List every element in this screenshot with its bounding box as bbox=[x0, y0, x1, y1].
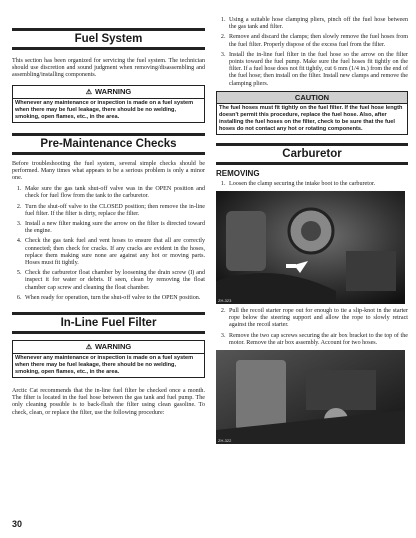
list-item: 2. Remove and discard the clamps; then slowly remove the fuel hoses from the fuel filter. Properly dispose of the excess fuel from the filter. bbox=[227, 34, 408, 48]
engine-photo-illustration bbox=[216, 191, 405, 304]
list-item: 3. Remove the two cap screws securing the air box bracket to the top of the motor. Remove the air box assembly. Account for two hoses. bbox=[227, 333, 408, 347]
fuel-filter-text: Arctic Cat recommends that the in-line fuel filter be checked once a month. The filter is located in the fuel hose between the gas tank and fuel pump. The only cleaning possible is to back-flush the filter using clean gasoline. To check, clean, or replace the filter, use the following procedure: bbox=[12, 388, 205, 416]
removing-subheading: REMOVING bbox=[216, 168, 260, 178]
warning-box-2 bbox=[12, 340, 205, 378]
list-item: 1. Make sure the gas tank shut-off valve was in the OPEN position and check for fuel flow from the tank to the carburetor. bbox=[23, 186, 205, 200]
pre-maintenance-steps bbox=[12, 186, 205, 302]
list-item: 3. Install the in-line fuel filter in the fuel hose so the arrow on the filter points toward the fuel pump. Make sure the fuel hoses fit tightly on the filter. If a fuel hose does not fit tightly, cut 6 mm (1/4 in.) from the end of the fuel hose; then install on the filter. Install new clamps and remove the clamping pliers. bbox=[227, 52, 408, 88]
warning-label: WARNING bbox=[95, 86, 132, 96]
warning-triangle-icon: ⚠ bbox=[85, 344, 93, 352]
caution-label: CAUTION bbox=[217, 92, 407, 104]
caution-box bbox=[216, 91, 408, 135]
fuel-system-heading: Fuel System bbox=[12, 28, 205, 50]
list-item: 2. Turn the shut-off valve to the CLOSED position; then remove the in-line fuel filter. If the filter is dirty, replace the filter. bbox=[23, 204, 205, 218]
list-item: 4. Check the gas tank fuel and vent hoses to ensure that all are correctly connected; then check for cracks. If any cracks are evident in the hoses, replace them making sure none are against any hot or moving parts. Hoses must fit tightly. bbox=[23, 238, 205, 267]
left-column bbox=[12, 0, 205, 417]
list-item: 6. When ready for operation, turn the shut-off valve to the OPEN position. bbox=[23, 295, 205, 302]
carburetor-heading: Carburetor bbox=[216, 143, 408, 165]
engine-photo-illustration-2 bbox=[216, 350, 405, 444]
fuel-filter-steps bbox=[216, 17, 408, 88]
list-item: 2. Pull the recoil starter rope out for enough to tie a slip-knot in the starter rope below the steering support and allow the rope to slowly retract against the recoil starter. bbox=[227, 308, 408, 330]
carburetor-photo bbox=[216, 191, 405, 304]
carburetor-steps-continued bbox=[216, 308, 408, 347]
warning-text: Whenever any maintenance or inspection is made on a fuel system when there may be fuel leakage, there should be no welding, smoking, open flames, etc., in the area. bbox=[15, 355, 194, 376]
in-line-fuel-filter-heading: In-Line Fuel Filter bbox=[12, 312, 205, 334]
warning-box bbox=[12, 85, 205, 123]
list-item: 1. Using a suitable hose clamping pliers, pinch off the fuel hose between the gas tank and filter. bbox=[227, 17, 408, 31]
fuel-system-intro: This section has been organized for servicing the fuel system. The technician should use discretion and sound judgment when removing/disassembling and assembling/installing components. bbox=[12, 58, 205, 79]
caution-text: The fuel hoses must fit tightly on the fuel filter. If the fuel hose length doesn't permit this procedure, replace the fuel hose. Also, after installing the fuel hoses on the filter, check to be sure that the fuel hoses do not contact any hot or rotating components. bbox=[219, 104, 403, 132]
photo-code: ZH-322 bbox=[218, 438, 232, 444]
warning-label: WARNING bbox=[95, 342, 132, 352]
list-item: 1. Loosen the clamp securing the intake boot to the carburetor. bbox=[227, 181, 408, 188]
list-item: 3. Install a new filter making sure the arrow on the filter is directed toward the engine. bbox=[23, 221, 205, 235]
carburetor-steps bbox=[216, 181, 408, 188]
photo-code: ZH-323 bbox=[218, 298, 232, 304]
pre-maintenance-intro: Before troubleshooting the fuel system, several simple checks should be performed. Many times what appears to be a serious problem is only a minor one. bbox=[12, 160, 205, 182]
right-column bbox=[216, 0, 408, 444]
pre-maintenance-heading: Pre-Maintenance Checks bbox=[12, 133, 205, 155]
warning-triangle-icon: ⚠ bbox=[85, 88, 93, 96]
page-number: 30 bbox=[12, 519, 23, 529]
warning-text: Whenever any maintenance or inspection is made on a fuel system when there may be fuel leakage, there should be no welding, smoking, open flames, etc., in the area. bbox=[15, 99, 194, 120]
list-item: 5. Check the carburetor float chamber by loosening the drain screw (I) and inspect it for water or debris. If seen, clean by removing the float chamber cap screw and cleaning the float chamber. bbox=[23, 270, 205, 292]
air-box-photo bbox=[216, 350, 405, 444]
